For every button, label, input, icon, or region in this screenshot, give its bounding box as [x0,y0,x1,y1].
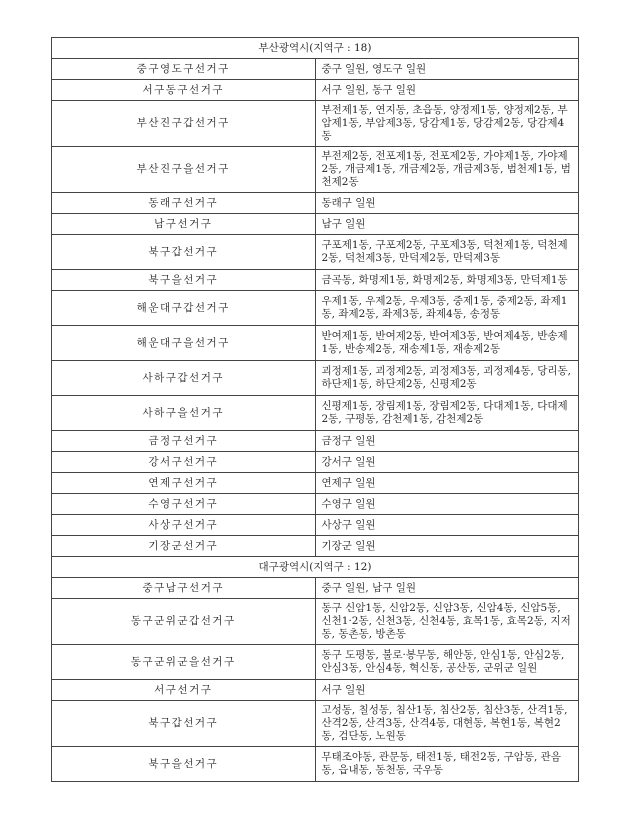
district-area: 중구 일원, 남구 일원 [315,578,579,599]
district-area: 동래구 일원 [315,193,579,214]
table-row [52,147,579,193]
district-name: 서구선거구 [52,680,316,701]
district-name: 북구을선거구 [52,747,316,782]
table-row [52,536,579,557]
district-name: 해운대구을선거구 [52,326,316,361]
section-header-row [52,557,579,578]
table-row [52,431,579,452]
district-area: 기장군 일원 [315,536,579,557]
table-row [52,645,579,680]
district-area: 동구 신암1동, 신암2동, 신암3동, 신암4동, 신암5동, 신천1·2동, 신천3동, 신천4동, 효목1동, 효목2동, 지저동, 동촌동, 방촌동 [315,599,579,645]
district-name: 동래구선거구 [52,193,316,214]
district-area: 동구 도평동, 불로·봉무동, 해안동, 안심1동, 안심2동, 안심3동, 안심4동, 혁신동, 공산동, 군위군 일원 [315,645,579,680]
district-area: 금정구 일원 [315,431,579,452]
district-area: 부전제1동, 연지동, 초읍동, 양정제1동, 양정제2동, 부암제1동, 부암제3동, 당감제1동, 당감제2동, 당감제4동 [315,101,579,147]
district-table [51,37,579,782]
district-area: 서구 일원, 동구 일원 [315,80,579,101]
table-row [52,701,579,747]
district-area: 신평제1동, 장림제1동, 장림제2동, 다대제1동, 다대제2동, 구평동, 감천제1동, 감천제2동 [315,396,579,431]
table-row [52,59,579,80]
district-name: 금정구선거구 [52,431,316,452]
district-name: 동구군위군갑선거구 [52,599,316,645]
district-area: 연제구 일원 [315,473,579,494]
district-area: 강서구 일원 [315,452,579,473]
district-area: 괴정제1동, 괴정제2동, 괴정제3동, 괴정제4동, 당리동, 하단제1동, 하단제2동, 신평제2동 [315,361,579,396]
table-row [52,452,579,473]
table-row [52,680,579,701]
district-name: 해운대구갑선거구 [52,291,316,326]
table-row [52,473,579,494]
district-name: 사상구선거구 [52,515,316,536]
table-row [52,515,579,536]
district-area: 무태조야동, 관문동, 태전1동, 태전2동, 구암동, 관음동, 읍내동, 동천동, 국우동 [315,747,579,782]
district-name: 강서구선거구 [52,452,316,473]
table-row [52,80,579,101]
district-name: 남구선거구 [52,214,316,235]
district-name: 북구을선거구 [52,270,316,291]
district-name: 수영구선거구 [52,494,316,515]
district-name: 연제구선거구 [52,473,316,494]
district-area: 서구 일원 [315,680,579,701]
district-area: 중구 일원, 영도구 일원 [315,59,579,80]
district-name: 북구갑선거구 [52,701,316,747]
section-title: 부산광역시(지역구 : 18) [52,38,579,59]
table-row [52,361,579,396]
district-area: 남구 일원 [315,214,579,235]
table-row [52,214,579,235]
table-row [52,291,579,326]
table-row [52,235,579,270]
district-name: 북구갑선거구 [52,235,316,270]
district-area: 사상구 일원 [315,515,579,536]
table-row [52,494,579,515]
district-area: 고성동, 칠성동, 침산1동, 침산2동, 침산3동, 산격1동, 산격2동, 산격3동, 산격4동, 대현동, 복현1동, 복현2동, 검단동, 노원동 [315,701,579,747]
district-name: 사하구갑선거구 [52,361,316,396]
district-name: 부산진구을선거구 [52,147,316,193]
table-row [52,599,579,645]
district-area: 부전제2동, 전포제1동, 전포제2동, 가야제1동, 가야제2동, 개금제1동, 개금제2동, 개금제3동, 범천제1동, 범천제2동 [315,147,579,193]
district-name: 기장군선거구 [52,536,316,557]
table-row [52,101,579,147]
table-row [52,747,579,782]
district-name: 부산진구갑선거구 [52,101,316,147]
table-row [52,270,579,291]
table-row [52,578,579,599]
district-area: 금곡동, 화명제1동, 화명제2동, 화명제3동, 만덕제1동 [315,270,579,291]
district-area: 반여제1동, 반여제2동, 반여제3동, 반여제4동, 반송제1동, 반송제2동, 재송제1동, 재송제2동 [315,326,579,361]
district-document [51,37,579,782]
district-name: 중구영도구선거구 [52,59,316,80]
district-name: 동구군위군을선거구 [52,645,316,680]
district-name: 서구동구선거구 [52,80,316,101]
district-area: 구포제1동, 구포제2동, 구포제3동, 덕천제1동, 덕천제2동, 덕천제3동, 만덕제2동, 만덕제3동 [315,235,579,270]
district-name: 사하구을선거구 [52,396,316,431]
table-row [52,326,579,361]
table-row [52,396,579,431]
section-header-row [52,38,579,59]
district-area: 수영구 일원 [315,494,579,515]
district-name: 중구남구선거구 [52,578,316,599]
table-row [52,193,579,214]
district-area: 우제1동, 우제2동, 우제3동, 중제1동, 중제2동, 좌제1동, 좌제2동, 좌제3동, 좌제4동, 송정동 [315,291,579,326]
section-title: 대구광역시(지역구 : 12) [52,557,579,578]
